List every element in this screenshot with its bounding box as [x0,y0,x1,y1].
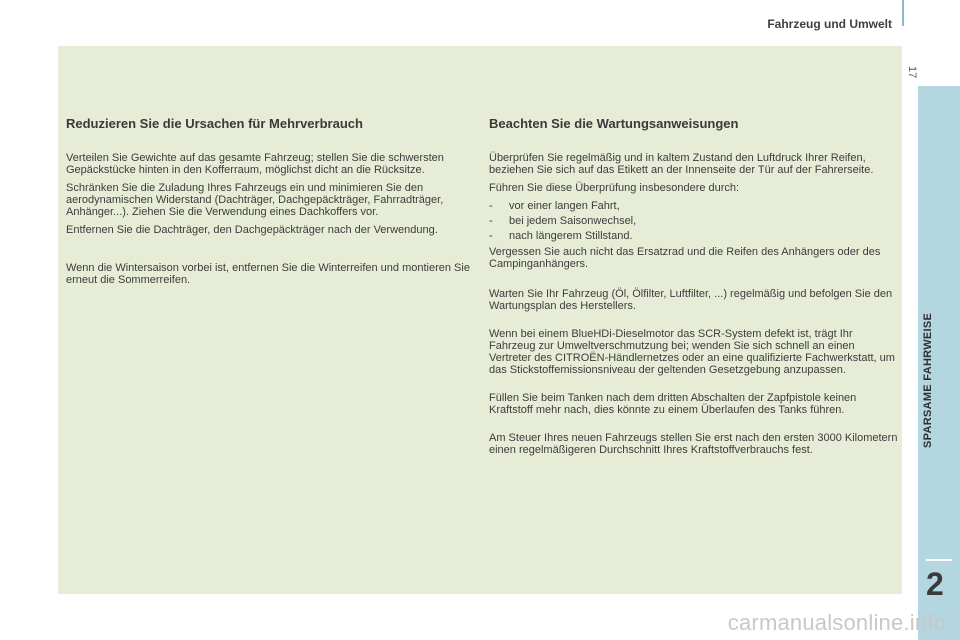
check-list [489,200,899,242]
paragraph-refuelling: Füllen Sie beim Tanken nach dem dritten Abschalten der Zapfpistole keinen Kraftstoff mehr nach, dies könnte zu einem Überlaufen des Tanks führen. [489,392,857,416]
page-number: 17 [906,66,918,79]
chapter-tab [918,86,960,640]
paragraph-tyre-pressure: Überprüfen Sie regelmäßig und in kaltem Zustand den Luftdruck Ihrer Reifen, beziehen Sie sich auf das Etikett an der Innenseite der Tür auf der Fahrerseite. [489,152,874,176]
paragraph-maintenance: Warten Sie Ihr Fahrzeug (Öl, Ölfilter, Luftfilter, ...) regelmäßig und befolgen Sie den Wartungsplan des Herstellers. [489,288,893,312]
list-item: - bei jedem Saisonwechsel, [489,215,899,227]
list-item: - vor einer langen Fahrt, [489,200,899,212]
right-column [489,116,899,462]
section-title: Fahrzeug und Umwelt [767,17,892,31]
left-column [66,116,476,292]
chapter-label: SPARSAME FAHRWEISE [922,312,934,448]
paragraph-scr-system: Wenn bei einem BlueHDi-Dieselmotor das SCR-System defekt ist, trägt Ihr Fahrzeug zur Umweltverschmutzung bei; wenden Sie sich schnell an einen Vertreter des CITROËN-Händlernetzes oder an eine qualifizierte Fachwerkstatt, um das Stickstoffemissionsniveau der geltenden Gesetzgebung anzupassen. [489,328,895,376]
chapter-number: 2 [926,566,944,602]
paragraph-winter-tyres: Wenn die Wintersaison vorbei ist, entfernen Sie die Winterreifen und montieren Sie erneut die Sommerreifen. [66,262,470,286]
paragraph-load: Schränken Sie die Zuladung Ihres Fahrzeugs ein und minimieren Sie den aerodynamischen Widerstand (Dachträger, Dachgepäckträger, Fahrradträger, Anhänger...). Ziehen Sie die Verwendung eines Dachkoffers vor. [66,182,444,218]
right-heading: Beachten Sie die Wartungsanweisungen [489,116,739,131]
header-divider [902,0,904,26]
paragraph-new-vehicle: Am Steuer Ihres neuen Fahrzeugs stellen Sie erst nach den ersten 3000 Kilometern einen regelmäßigeren Durchschnitt Ihres Kraftstoffverbrauchs fest. [489,432,898,456]
list-item: - nach längerem Stillstand. [489,230,899,242]
left-heading: Reduzieren Sie die Ursachen für Mehrverbrauch [66,116,363,131]
paragraph-weights: Verteilen Sie Gewichte auf das gesamte Fahrzeug; stellen Sie die schwersten Gepäckstücke hinten in den Kofferraum, möglichst dicht an die Rücksitze. [66,152,444,176]
chapter-divider [926,559,952,561]
paragraph-spare-wheel: Vergessen Sie auch nicht das Ersatzrad und die Reifen des Anhängers oder des Campinganhängers. [489,246,881,270]
content-panel [58,46,902,594]
paragraph-roof-rack: Entfernen Sie die Dachträger, den Dachgepäckträger nach der Verwendung. [66,224,438,236]
paragraph-check-intro: Führen Sie diese Überprüfung insbesondere durch: [489,182,740,194]
watermark: carmanualsonline.info [727,610,946,635]
